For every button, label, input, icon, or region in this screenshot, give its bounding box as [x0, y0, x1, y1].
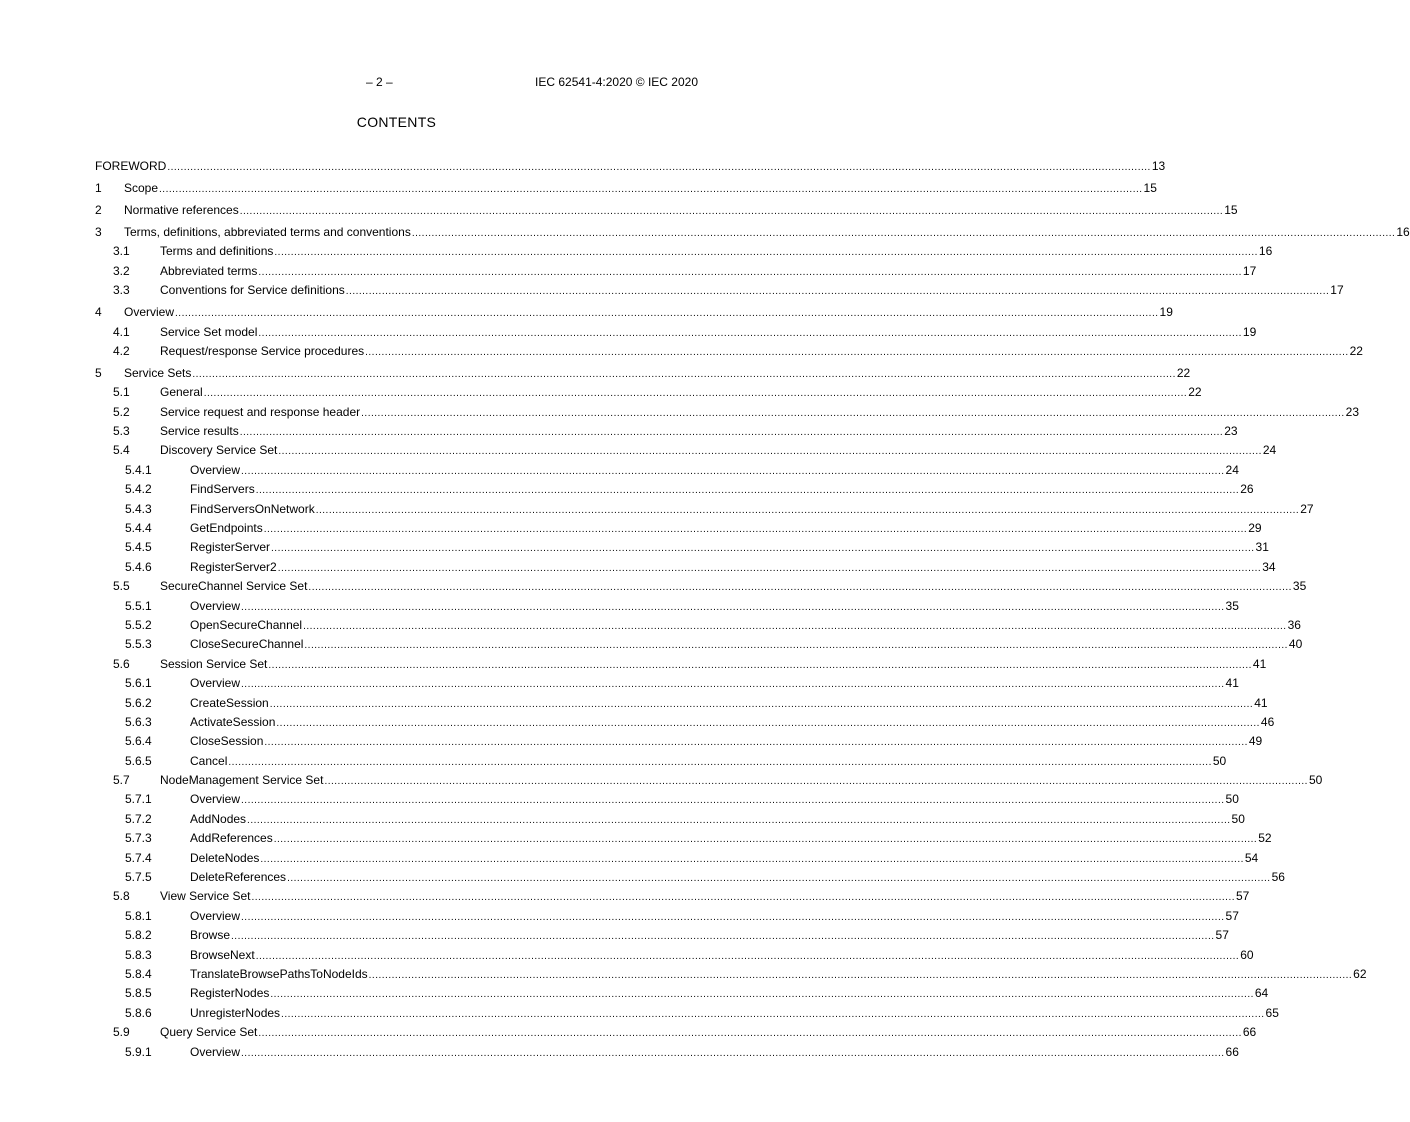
toc-entry[interactable] — [95, 752, 1227, 771]
toc-entry-number: 5.6.2 — [125, 695, 152, 710]
toc-entry-number: 5.3 — [113, 424, 130, 439]
toc-dot-leader: ............................................................................................................................................................................................................................................................................................................ — [241, 1047, 1225, 1059]
toc-entry[interactable] — [95, 201, 1238, 220]
toc-entry-number: 5.9.1 — [125, 1044, 152, 1059]
toc-entry-number: 5.8.4 — [125, 966, 152, 981]
toc-entry-page: 41 — [1254, 695, 1268, 710]
toc-entry-number: 5.4.3 — [125, 501, 152, 516]
toc-entry-label: Abbreviated terms — [160, 263, 258, 278]
toc-entry[interactable] — [95, 674, 1239, 693]
toc-entry-page: 19 — [1159, 305, 1173, 320]
toc-dot-leader: ............................................................................................................................................................................................................................................................................................................ — [241, 601, 1225, 613]
toc-entry-page: 57 — [1215, 928, 1229, 943]
toc-entry-page: 16 — [1258, 244, 1273, 259]
toc-entry-number: 5.8.2 — [125, 928, 152, 943]
toc-entry-number: 5.7.4 — [125, 850, 152, 865]
toc-dot-leader: ............................................................................................................................................................................................................................................................................................................ — [271, 543, 1255, 555]
toc-entry[interactable] — [95, 926, 1229, 945]
page-number: – 2 – — [366, 75, 393, 89]
toc-entry-page: 23 — [1345, 404, 1359, 419]
toc-entry-label: DeleteReferences — [190, 870, 287, 885]
toc-dot-leader: ............................................................................................................................................................................................................................................................................................................ — [255, 950, 1240, 962]
toc-dot-leader: ............................................................................................................................................................................................................................................................................................................ — [241, 911, 1225, 923]
toc-entry-page: 65 — [1265, 1005, 1279, 1020]
toc-entry-number: 5.6.5 — [125, 753, 152, 768]
toc-entry-page: 57 — [1225, 908, 1239, 923]
toc-entry-page: 26 — [1240, 482, 1254, 497]
toc-entry-page: 22 — [1349, 343, 1363, 358]
toc-entry-label: BrowseNext — [190, 947, 255, 962]
toc-entry-page: 41 — [1252, 656, 1267, 671]
toc-entry[interactable] — [95, 364, 1191, 383]
toc-entry-number: 3.3 — [113, 283, 130, 298]
toc-entry-number: 5.8 — [113, 889, 130, 904]
toc-entry-label: CreateSession — [190, 695, 269, 710]
toc-entry-label: Browse — [190, 928, 231, 943]
toc-entry-label: Terms and definitions — [160, 244, 274, 259]
toc-entry-number: 5.4.2 — [125, 482, 152, 497]
toc-dot-leader: ............................................................................................................................................................................................................................................................................................................ — [255, 485, 1240, 497]
toc-entry[interactable] — [95, 577, 1307, 596]
toc-entry-number: 5.4.1 — [125, 462, 152, 477]
toc-entry-number: 5.5 — [113, 579, 130, 594]
toc-entry-page: 35 — [1292, 579, 1307, 594]
toc-dot-leader: ............................................................................................................................................................................................................................................................................................................ — [277, 562, 1262, 574]
toc-entry-number: 5.8.3 — [125, 947, 152, 962]
toc-entry-page: 41 — [1225, 676, 1239, 691]
toc-entry[interactable] — [95, 713, 1275, 732]
toc-entry-number: 5.5.2 — [125, 617, 152, 632]
toc-entry-number: 5.4.4 — [125, 521, 152, 535]
toc-dot-leader: ............................................................................................................................................................................................................................................................................................................ — [278, 446, 1262, 458]
toc-dot-leader: ............................................................................................................................................................................................................................................................................................................ — [241, 465, 1225, 477]
toc-entry-label: View Service Set — [160, 889, 251, 904]
toc-entry-label: NodeManagement Service Set — [160, 773, 324, 788]
toc-entry-label: Cancel — [190, 753, 228, 768]
toc-entry-label: Overview — [190, 598, 241, 613]
toc-entry-number: 5.7.5 — [125, 870, 152, 885]
toc-entry-number: 5.5.3 — [125, 637, 152, 652]
toc-dot-leader: ............................................................................................................................................................................................................................................................................................................ — [159, 183, 1143, 195]
toc-entry-page: 23 — [1224, 424, 1238, 439]
toc-dot-leader: ............................................................................................................................................................................................................................................................................................................ — [315, 504, 1300, 516]
toc-entry[interactable] — [95, 732, 1263, 751]
toc-dot-leader: ............................................................................................................................................................................................................................................................................................................ — [241, 795, 1225, 807]
toc-dot-leader: ............................................................................................................................................................................................................................................................................................................ — [258, 266, 1242, 278]
toc-entry-label: OpenSecureChannel — [190, 617, 303, 632]
toc-entry-page: 50 — [1231, 811, 1245, 826]
toc-dot-leader: ............................................................................................................................................................................................................................................................................................................ — [270, 989, 1254, 1001]
toc-entry[interactable] — [95, 281, 1344, 300]
toc-entry[interactable] — [95, 422, 1238, 441]
toc-entry[interactable] — [95, 1004, 1279, 1023]
toc-entry-number: 5.6.1 — [125, 676, 152, 691]
toc-entry-label: DeleteNodes — [190, 850, 260, 865]
toc-entry-label: Overview — [190, 676, 241, 691]
toc-entry-page: 66 — [1242, 1025, 1257, 1040]
toc-entry[interactable] — [95, 242, 1273, 261]
toc-entry-page: 24 — [1262, 443, 1277, 458]
toc-entry-number: 3 — [95, 224, 102, 239]
toc-entry-page: 62 — [1353, 966, 1367, 981]
toc-entry[interactable] — [95, 946, 1254, 965]
toc-entry-page: 15 — [1224, 202, 1238, 217]
toc-dot-leader: ............................................................................................................................................................................................................................................................................................................ — [192, 368, 1176, 380]
toc-entry-label: GetEndpoints — [190, 521, 263, 535]
toc-dot-leader: ............................................................................................................................................................................................................................................................................................................ — [258, 327, 1242, 339]
toc-entry-label: RegisterServer — [190, 540, 271, 555]
toc-entry[interactable] — [95, 635, 1303, 654]
toc-entry-label: SecureChannel Service Set — [160, 579, 308, 594]
toc-entry-number: 3.1 — [113, 244, 130, 259]
toc-entry[interactable] — [95, 323, 1257, 342]
toc-dot-leader: ............................................................................................................................................................................................................................................................................................................ — [247, 814, 1231, 826]
toc-entry-number: 5.2 — [113, 404, 130, 419]
page-header — [95, 75, 698, 93]
toc-entry-number: 5.6.4 — [125, 734, 152, 749]
toc-dot-leader: ............................................................................................................................................................................................................................................................................................................ — [368, 969, 1353, 981]
toc-entry-label: Overview — [190, 1044, 241, 1059]
toc-dot-leader: ............................................................................................................................................................................................................................................................................................................ — [274, 247, 1258, 259]
toc-dot-leader: ............................................................................................................................................................................................................................................................................................................ — [263, 524, 1248, 535]
toc-dot-leader: ............................................................................................................................................................................................................................................................................................................ — [239, 427, 1224, 439]
toc-entry[interactable] — [95, 383, 1202, 402]
toc-entry-label: FOREWORD — [95, 159, 167, 173]
table-of-contents — [95, 157, 1410, 1062]
toc-entry-label: Overview — [190, 908, 241, 923]
toc-dot-leader: ............................................................................................................................................................................................................................................................................................................ — [269, 698, 1254, 710]
toc-entry-page: 27 — [1300, 501, 1314, 516]
toc-entry[interactable] — [95, 441, 1277, 460]
toc-entry-page: 17 — [1330, 283, 1344, 298]
toc-dot-leader: ............................................................................................................................................................................................................................................................................................................ — [258, 1028, 1242, 1040]
toc-entry[interactable] — [95, 771, 1323, 790]
toc-entry-label: AddNodes — [190, 811, 247, 826]
toc-entry[interactable] — [95, 790, 1239, 809]
toc-entry-number: 5.6.3 — [125, 714, 152, 729]
toc-entry-number: 5.8.6 — [125, 1005, 152, 1020]
toc-entry-page: 46 — [1260, 714, 1275, 729]
toc-entry[interactable] — [95, 179, 1157, 198]
toc-dot-leader: ............................................................................................................................................................................................................................................................................................................ — [239, 205, 1224, 217]
toc-entry-number: 5.7.2 — [125, 811, 152, 826]
toc-dot-leader: ............................................................................................................................................................................................................................................................................................................ — [365, 346, 1349, 358]
toc-entry-number: 5.4.6 — [125, 559, 152, 574]
toc-dot-leader: ............................................................................................................................................................................................................................................................................................................ — [264, 737, 1248, 749]
toc-dot-leader: ............................................................................................................................................................................................................................................................................................................ — [324, 776, 1308, 788]
toc-entry-label: ActivateSession — [190, 714, 276, 729]
toc-entry-number: 5.9 — [113, 1025, 130, 1040]
toc-entry-number: 4.1 — [113, 324, 130, 339]
toc-entry-page: 52 — [1258, 831, 1272, 846]
toc-entry-label: Query Service Set — [160, 1025, 258, 1040]
toc-entry[interactable] — [95, 655, 1267, 674]
toc-entry-label: Overview — [124, 305, 175, 320]
toc-entry-page: 29 — [1248, 521, 1262, 535]
toc-entry[interactable] — [95, 262, 1257, 281]
toc-entry-page: 50 — [1212, 753, 1227, 768]
toc-dot-leader: ............................................................................................................................................................................................................................................................................................................ — [287, 873, 1271, 885]
toc-entry-page: 64 — [1254, 986, 1269, 1001]
toc-entry[interactable] — [95, 597, 1239, 616]
toc-entry[interactable] — [95, 1043, 1239, 1062]
toc-entry-label: Session Service Set — [160, 656, 268, 671]
toc-entry[interactable] — [95, 303, 1173, 322]
toc-entry-label: RegisterNodes — [190, 986, 270, 1001]
toc-entry-page: 22 — [1188, 385, 1202, 400]
toc-entry-page: 19 — [1242, 324, 1257, 339]
toc-entry-label: UnregisterNodes — [190, 1005, 281, 1020]
toc-entry-label: Discovery Service Set — [160, 443, 278, 458]
toc-dot-leader: ............................................................................................................................................................................................................................................................................................................ — [228, 756, 1212, 768]
toc-entry-number: 5 — [95, 365, 102, 380]
toc-entry-label: Overview — [190, 792, 241, 807]
toc-entry-number: 5.6 — [113, 656, 130, 671]
toc-entry[interactable] — [95, 480, 1254, 499]
toc-entry[interactable] — [95, 558, 1276, 577]
toc-entry-number: 4 — [95, 305, 102, 320]
toc-entry-label: FindServersOnNetwork — [190, 501, 315, 516]
toc-entry-page: 54 — [1244, 850, 1259, 865]
toc-entry-label: RegisterServer2 — [190, 559, 277, 574]
toc-entry[interactable] — [95, 616, 1301, 635]
toc-entry-label: TranslateBrowsePathsToNodeIds — [190, 966, 368, 981]
toc-dot-leader: ............................................................................................................................................................................................................................................................................................................ — [231, 931, 1215, 943]
toc-entry-page: 49 — [1248, 734, 1263, 749]
toc-dot-leader: ............................................................................................................................................................................................................................................................................................................ — [281, 1008, 1265, 1020]
toc-entry-number: 5.5.1 — [125, 598, 152, 613]
toc-entry-label: Request/response Service procedures — [160, 343, 365, 358]
toc-entry[interactable] — [95, 810, 1245, 829]
toc-entry-number: 5.4 — [113, 443, 130, 458]
toc-entry[interactable] — [95, 403, 1359, 422]
toc-entry-page: 50 — [1225, 792, 1239, 807]
toc-entry-number: 1 — [95, 180, 102, 195]
toc-entry-label: Normative references — [124, 202, 239, 217]
toc-entry-page: 15 — [1143, 180, 1157, 195]
toc-entry-page: 17 — [1242, 263, 1257, 278]
toc-dot-leader: ............................................................................................................................................................................................................................................................................................................ — [167, 162, 1151, 173]
toc-dot-leader: ............................................................................................................................................................................................................................................................................................................ — [175, 308, 1159, 320]
toc-entry[interactable] — [95, 1023, 1257, 1042]
toc-entry-number: 5.7.1 — [125, 792, 152, 807]
toc-dot-leader: ............................................................................................................................................................................................................................................................................................................ — [260, 853, 1244, 865]
toc-entry[interactable] — [95, 887, 1250, 906]
toc-dot-leader: ............................................................................................................................................................................................................................................................................................................ — [308, 582, 1292, 594]
toc-entry-label: Service Sets — [124, 365, 192, 380]
toc-entry[interactable] — [95, 849, 1259, 868]
toc-entry-page: 24 — [1225, 462, 1239, 477]
toc-entry-page: 22 — [1176, 365, 1191, 380]
toc-entry-number: 5.1 — [113, 385, 130, 400]
toc-dot-leader: ............................................................................................................................................................................................................................................................................................................ — [251, 892, 1235, 904]
toc-entry-number: 5.8.5 — [125, 986, 152, 1001]
toc-dot-leader: ............................................................................................................................................................................................................................................................................................................ — [241, 679, 1225, 691]
toc-entry[interactable] — [95, 984, 1269, 1003]
toc-entry[interactable] — [95, 500, 1314, 519]
toc-entry-label: Terms, definitions, abbreviated terms and conventions — [124, 224, 411, 239]
toc-entry-label: Scope — [124, 180, 159, 195]
toc-entry-number: 5.8.1 — [125, 908, 152, 923]
toc-dot-leader: ............................................................................................................................................................................................................................................................................................................ — [203, 388, 1188, 400]
toc-entry-page: 34 — [1262, 559, 1276, 574]
toc-dot-leader: ............................................................................................................................................................................................................................................................................................................ — [361, 407, 1345, 419]
toc-entry[interactable] — [95, 342, 1363, 361]
toc-entry-label: FindServers — [190, 482, 255, 497]
toc-entry[interactable] — [95, 694, 1268, 713]
toc-dot-leader: ............................................................................................................................................................................................................................................................................................................ — [276, 717, 1260, 729]
toc-dot-leader: ............................................................................................................................................................................................................................................................................................................ — [273, 834, 1258, 846]
toc-entry-page: 40 — [1288, 637, 1303, 652]
toc-entry-page: 31 — [1255, 540, 1269, 555]
toc-entry-label: Service results — [160, 424, 239, 439]
toc-entry-page: 16 — [1396, 224, 1410, 239]
toc-dot-leader: ............................................................................................................................................................................................................................................................................................................ — [268, 659, 1252, 671]
toc-dot-leader: ............................................................................................................................................................................................................................................................................................................ — [411, 227, 1396, 239]
toc-entry-page: 35 — [1225, 598, 1239, 613]
toc-entry-page: 57 — [1236, 889, 1250, 904]
toc-entry-number: 4.2 — [113, 343, 130, 358]
toc-entry-label: Conventions for Service definitions — [160, 283, 345, 298]
toc-entry[interactable] — [95, 461, 1239, 480]
toc-entry-page: 13 — [1151, 159, 1166, 173]
toc-entry[interactable] — [95, 965, 1367, 984]
toc-entry[interactable] — [95, 538, 1269, 557]
toc-entry[interactable] — [95, 907, 1239, 926]
toc-entry-page: 60 — [1240, 947, 1254, 962]
toc-entry-label: CloseSecureChannel — [190, 637, 304, 652]
toc-entry-number: 3.2 — [113, 263, 130, 278]
toc-entry[interactable] — [95, 519, 1262, 538]
toc-entry-page: 50 — [1308, 773, 1323, 788]
toc-entry[interactable] — [95, 829, 1272, 848]
toc-entry-page: 56 — [1271, 870, 1285, 885]
toc-entry-page: 66 — [1225, 1044, 1239, 1059]
toc-entry-page: 36 — [1287, 617, 1301, 632]
standard-reference: IEC 62541-4:2020 © IEC 2020 — [535, 75, 698, 89]
toc-entry-number: 5.7 — [113, 773, 130, 788]
toc-entry[interactable] — [95, 868, 1285, 887]
toc-entry-label: AddReferences — [190, 831, 273, 846]
toc-entry-label: Service request and response header — [160, 404, 361, 419]
toc-entry-number: 5.4.5 — [125, 540, 152, 555]
toc-entry-label: CloseSession — [190, 734, 264, 749]
toc-entry-label: Service Set model — [160, 324, 258, 339]
toc-entry-label: Overview — [190, 462, 241, 477]
toc-dot-leader: ............................................................................................................................................................................................................................................................................................................ — [345, 286, 1330, 298]
toc-dot-leader: ............................................................................................................................................................................................................................................................................................................ — [303, 620, 1287, 632]
page-title: CONTENTS — [356, 114, 437, 130]
toc-entry-number: 5.7.3 — [125, 831, 152, 846]
toc-entry[interactable] — [95, 157, 1166, 176]
toc-entry[interactable] — [95, 223, 1410, 242]
toc-dot-leader: ............................................................................................................................................................................................................................................................................................................ — [304, 640, 1288, 652]
toc-entry-label: General — [160, 385, 203, 400]
toc-entry-number: 2 — [95, 202, 102, 217]
